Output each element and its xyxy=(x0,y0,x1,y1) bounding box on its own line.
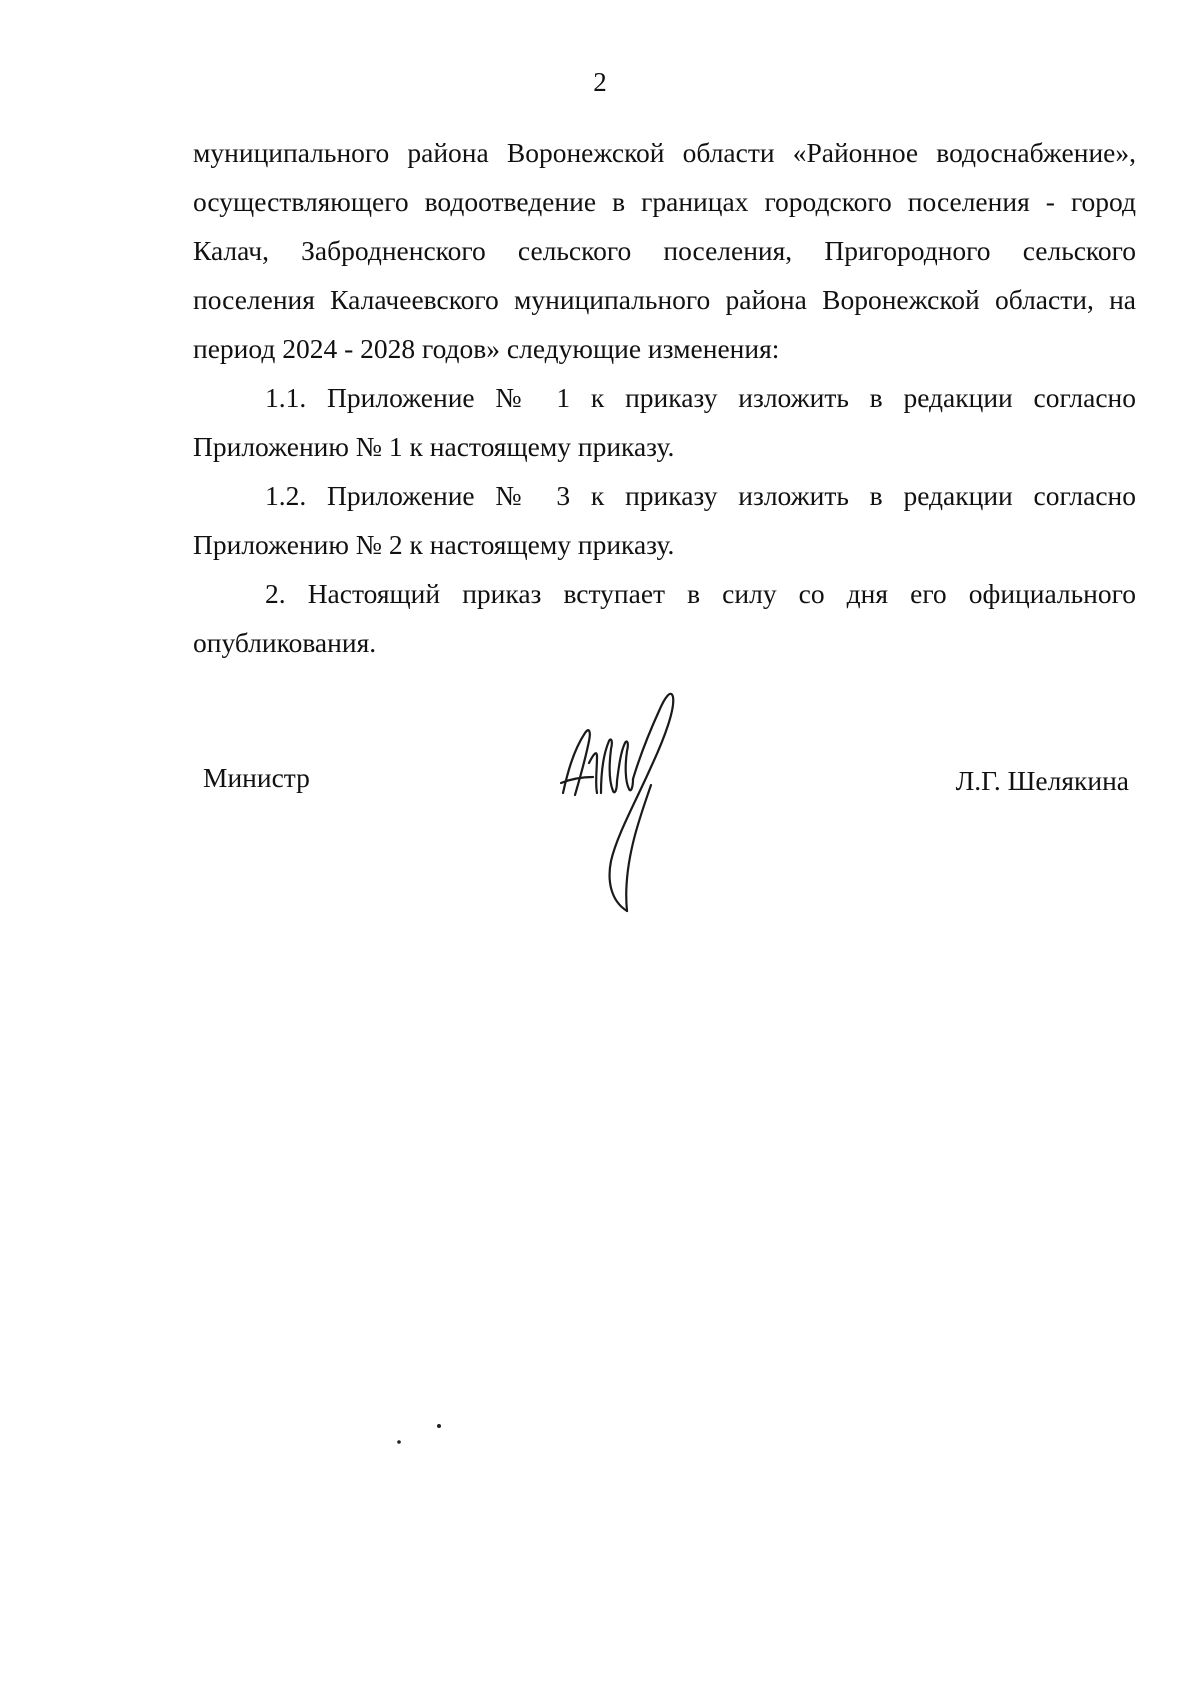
paragraph-continuation: муниципального района Воронежской области «Районное водоснабжение», осуществляющего водоотведение в границах городского поселения - город Калач, Забродненского сельского поселения, Пригородного сельского поселения Калачеевского муниципального района Воронежской области, на период 2024 - 2028 годов» следующие изменения: xyxy=(193,137,1136,364)
body-text xyxy=(193,128,1136,667)
page-number: 2 xyxy=(593,67,607,97)
paragraph-item-1-1: 1.1. Приложение № 1 к приказу изложить в редакции согласно Приложению № 1 к настоящему приказу. xyxy=(193,382,1136,462)
scan-specks xyxy=(395,1420,455,1450)
signatory-title: Министр xyxy=(203,762,310,793)
paragraph-item-1-2: 1.2. Приложение № 3 к приказу изложить в редакции согласно Приложению № 2 к настоящему приказу. xyxy=(193,480,1136,560)
handwritten-signature xyxy=(555,685,695,915)
paragraph-item-2: 2. Настоящий приказ вступает в силу со дня его официального опубликования. xyxy=(193,578,1136,658)
signatory-name: Л.Г. Шелякина xyxy=(955,765,1129,796)
